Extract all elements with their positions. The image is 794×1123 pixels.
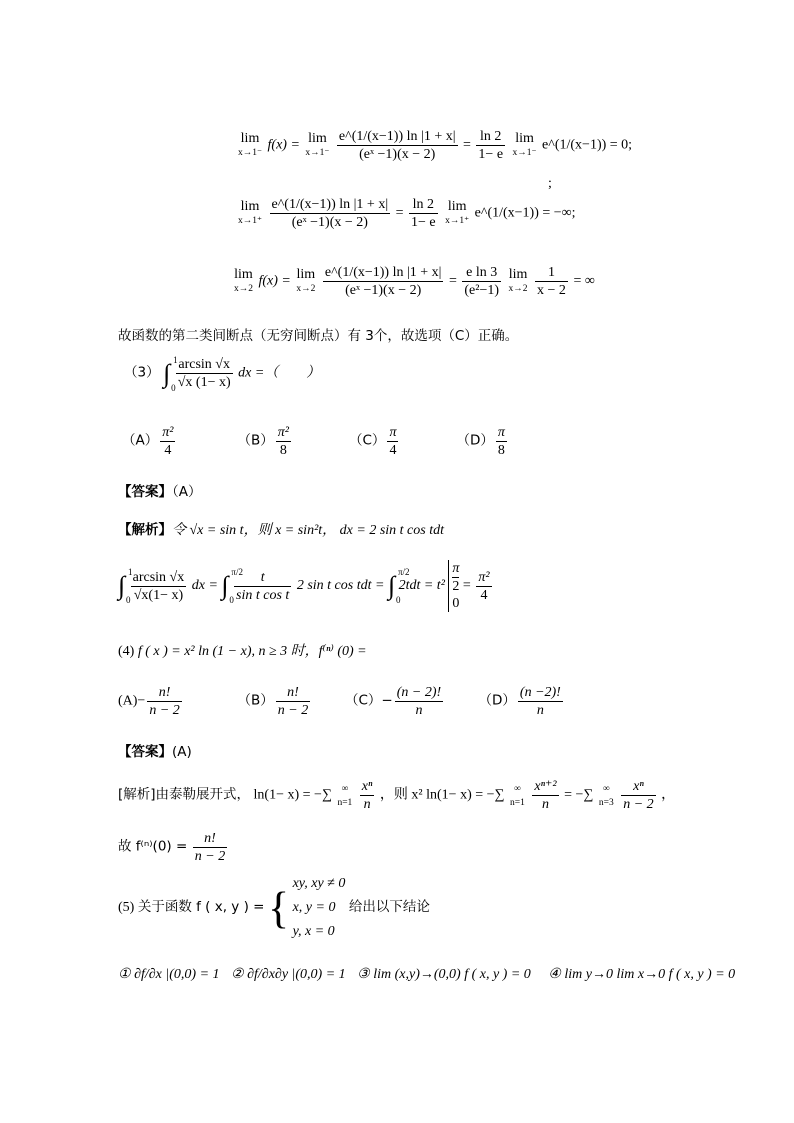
limit-fraction-2: $\frac{\ln 2}{1- e}$: [478, 129, 504, 162]
integrand: $\frac{\arcsin √x}{√x (1- x)}$: [177, 357, 231, 390]
limit-fraction: $\frac{e\^{}(1/(x-1)) \ln |1 + x|}{\text{(eˣ −1)(x − 2)}}$: [324, 265, 442, 298]
q3-options: [122, 424, 509, 459]
limit-operator: lim x→1⁻: [305, 130, 330, 158]
limit-fraction-2: $\frac{\ln 2}{1- e}$: [411, 197, 436, 230]
answer-value: （A）: [172, 484, 202, 500]
limit-line-3: lim x→2 f(x) = lim x→2 $\frac{e\^{}(1/(x-1)) \ln |1 + x|}{\text{(eˣ −1)(x − 2)}}$ = $\frac{\text{e ln 3}}{\text{(e²−1)}}$ lim x→2 $\frac{1}{x - 2}$ = ∞: [234, 265, 595, 298]
option-b[interactable]: （B） $\frac{n!}{n - 2}$: [237, 685, 309, 718]
conclusion-4[interactable]: ④ lim y→0 lim x→0 f ( x, y ) = 0: [548, 967, 736, 982]
question-number: (5): [118, 900, 135, 916]
analysis-tag: 【解析】: [118, 522, 172, 538]
question-number: （3）: [124, 364, 160, 381]
limit-operator: lim x→2: [296, 266, 316, 294]
limit-fraction-2: $\frac{\text{e ln 3}}{\text{(e²−1)}}$: [464, 265, 500, 298]
analysis-text: 令 √x = sin t，则 x = sin²t， dx = 2 sin t cos tdt: [172, 523, 444, 538]
option-b[interactable]: （B） $\frac{\text{π²}}{8}$: [237, 425, 289, 458]
question-stem: f ( x ) = x² ln (1 − x), n ≥ 3 时，f⁽ⁿ⁾ (0) =: [137, 644, 367, 659]
taylor-expansion: [解析]由泰勒展开式， ln(1− x) = −∑ ∞ n=1 $\frac{\text{xⁿ}}{n}$ ，则 x² ln(1− x) = −∑ ∞ n=1 $\frac{\text{xⁿ⁺²}}{n}$ = −∑ ∞ n=3 $\frac{\text{xⁿ}}{n - 2}$ ，: [118, 779, 676, 812]
limit-operator: lim x→2: [508, 266, 528, 294]
q4-result: 故 f⁽ⁿ⁾(0) = $\frac{n!}{n - 2}$: [118, 831, 226, 864]
function-label: f(x) =: [258, 273, 291, 289]
q5-conclusions: [118, 966, 735, 983]
answer-line: [118, 740, 192, 760]
limit-fraction: $\frac{e\^{}(1/(x-1)) \ln |1 + x|}{\text{(eˣ −1)(x − 2)}}$: [338, 129, 456, 162]
q4-options: [118, 684, 565, 719]
analysis-tag: [解析]: [118, 786, 156, 803]
evaluation-bar: π 2 0: [448, 560, 459, 612]
question-5: (5) 关于函数 f ( x, y ) = { xy, xy ≠ 0 x, y = 0 y, x = 0 给出以下结论: [118, 872, 430, 944]
integral: ∫ 1 0: [118, 567, 133, 605]
limit-line-2: lim x→1⁺ $\frac{e\^{}(1/(x-1)) \ln |1 + x|}{\text{(eˣ −1)(x − 2)}}$ = $\frac{\ln 2}{1- e}$ lim x→1⁺ e^(1/(x−1)) = −∞;: [238, 197, 576, 230]
option-c[interactable]: （C）− $\frac{(n - 2)!}{n}$: [345, 685, 442, 718]
sum-limits: ∞ n=3: [598, 783, 614, 808]
conclusion-1[interactable]: ① ∂f/∂x |(0,0) = 1: [118, 967, 220, 982]
question-4: [118, 640, 367, 660]
limit-operator: lim x→1⁺: [445, 198, 470, 226]
question-3: （3） ∫ 1 0 $\frac{\arcsin √x}{√x (1- x)}$ dx =（ ）: [124, 354, 321, 393]
integral-calculation: ∫ 1 0 $\frac{\arcsin √x}{√x(1- x)}$ dx = ∫ π/2 0 $\frac{t}{\text{sin t cos t}}$ 2 sin t cos tdt = ∫ π/2 0 2tdt = t² π 2 0 = $\frac{\text{π²}}{4}$: [118, 561, 490, 611]
limit-fraction: $\frac{e\^{}(1/(x-1)) \ln |1 + x|}{\text{(eˣ −1)(x − 2)}}$: [271, 197, 389, 230]
conclusion-3[interactable]: ③ lim (x,y)→(0,0) f ( x, y ) = 0: [357, 967, 531, 982]
limit-operator: lim x→1⁻: [238, 130, 263, 158]
option-d[interactable]: （D） $\frac{\pi}{8}$: [456, 425, 505, 458]
conclusion-text: 故函数的第二类间断点（无穷间断点）有 3个，故选项（C）正确。: [118, 328, 519, 344]
option-a[interactable]: (A)− $\frac{n!}{n - 2}$: [118, 685, 180, 718]
limit-operator: lim x→1⁺: [238, 198, 263, 226]
answer-value: (A): [172, 744, 192, 760]
option-a[interactable]: （A） $\frac{\text{π²}}{4}$: [122, 425, 174, 458]
answer-line: [118, 480, 202, 500]
limit-operator: lim x→2: [234, 266, 253, 294]
semicolon: ;: [548, 176, 552, 191]
piecewise-brace: {: [267, 883, 290, 933]
piecewise-cases: xy, xy ≠ 0 x, y = 0 y, x = 0: [292, 876, 346, 939]
question-stem: 关于函数 f ( x, y ) =: [137, 899, 265, 916]
option-c[interactable]: （C） $\frac{\pi}{4}$: [349, 425, 397, 458]
analysis-line: [118, 518, 444, 539]
limit-line-1: lim x→1⁻ f(x) = lim x→1⁻ $\frac{e\^{}(1/(x-1)) \ln |1 + x|}{\text{(eˣ −1)(x − 2)}}$ = $\frac{\ln 2}{1- e}$ lim x→1⁻ e^(1/(x−1)) = 0;: [238, 129, 633, 162]
integral: ∫ 1 0: [163, 354, 178, 393]
integral: ∫ π/2 0: [387, 567, 410, 605]
integral: ∫ π/2 0: [221, 567, 243, 605]
answer-tag: 【答案】: [118, 484, 172, 500]
sum-limits: ∞ n=1: [337, 783, 353, 808]
sum-limits: ∞ n=1: [510, 783, 525, 808]
answer-tag: 【答案】: [118, 744, 172, 760]
limit-fraction-3: $\frac{1}{x - 2}$: [537, 265, 566, 298]
question-number: (4): [118, 644, 135, 659]
limit-operator: lim x→1⁻: [512, 130, 537, 158]
function-label: f(x) =: [267, 137, 300, 153]
conclusion-2[interactable]: ② ∂f/∂x∂y |(0,0) = 1: [231, 967, 346, 982]
option-d[interactable]: （D） $\frac{(n -2)!}{n}$: [478, 685, 561, 718]
